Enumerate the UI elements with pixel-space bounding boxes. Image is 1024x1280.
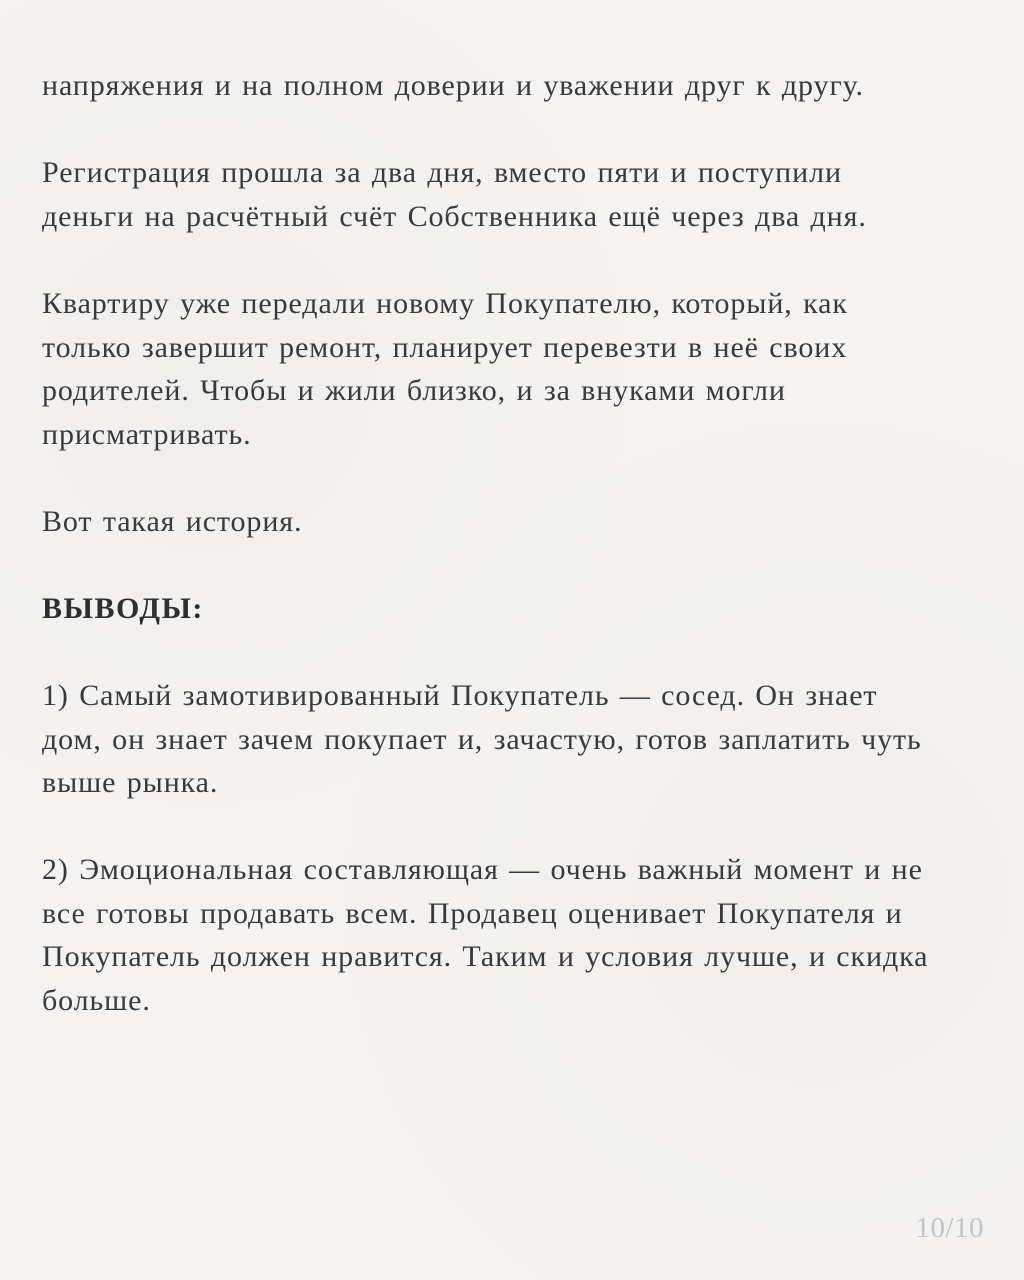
paragraph-1: напряжения и на полном доверии и уважении друг к другу. [42,69,864,102]
page-number: 10/10 [915,1212,984,1244]
conclusion-2: 2) Эмоциональная составляющая — очень важный момент и не все готовы продавать всем. Продавец оценивает Покупателя и Покупатель должен нравится. Таким и условия лучше, и скидка больше. [42,853,929,1017]
paragraph-apartment: Квартиру уже передали новому Покупателю, который, как только завершит ремонт, планирует перевезти в неё своих родителей. Чтобы и жили близко, и за внуками могли присматривать. [42,287,848,451]
conclusion-1: 1) Самый замотивированный Покупатель — сосед. Он знает дом, он знает зачем покупает и, зачастую, готов заплатить чуть выше рынка. [42,679,922,799]
conclusions-heading: ВЫВОДЫ: [42,592,204,625]
paragraph-story: Вот такая история. [42,505,303,538]
paragraph-registration: Регистрация прошла за два дня, вместо пяти и поступили деньги на расчётный счёт Собственника ещё через два дня. [42,156,867,233]
